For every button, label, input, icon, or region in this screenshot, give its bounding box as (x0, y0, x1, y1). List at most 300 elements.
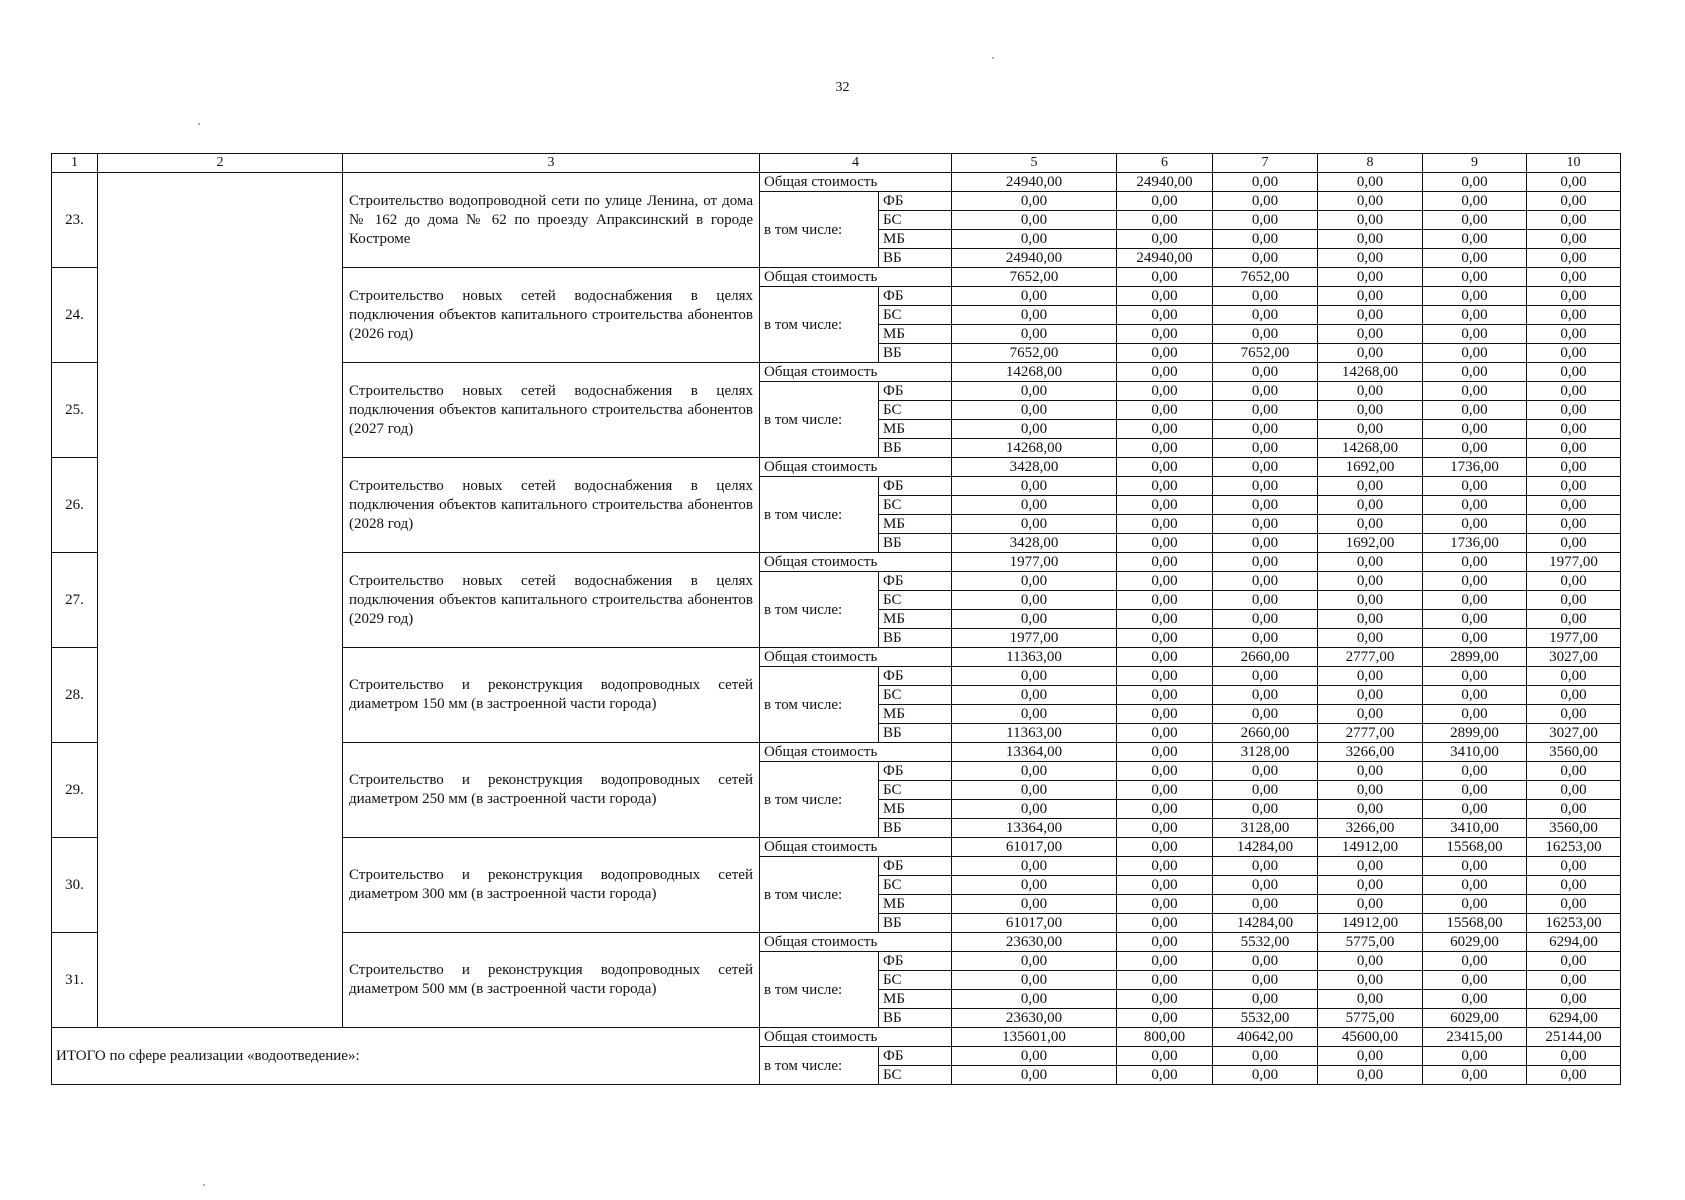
value-cell: 6029,00 (1423, 1009, 1527, 1028)
value-cell: 5775,00 (1318, 1009, 1423, 1028)
value-cell: 0,00 (1117, 382, 1213, 401)
fund-code: ФБ (879, 952, 952, 971)
value-cell: 0,00 (1318, 401, 1423, 420)
value-cell: 0,00 (1527, 173, 1621, 192)
value-cell: 0,00 (1213, 534, 1318, 553)
value-cell: 0,00 (1213, 382, 1318, 401)
value-cell: 0,00 (1117, 762, 1213, 781)
value-cell: 0,00 (1527, 439, 1621, 458)
value-cell: 0,00 (1318, 420, 1423, 439)
value-cell: 1977,00 (1527, 629, 1621, 648)
value-cell: 0,00 (1423, 401, 1527, 420)
value-cell: 0,00 (952, 781, 1117, 800)
column-header: 7 (1213, 154, 1318, 173)
value-cell: 0,00 (952, 895, 1117, 914)
fund-code: ВБ (879, 439, 952, 458)
value-cell: 0,00 (1213, 990, 1318, 1009)
value-cell: 0,00 (1213, 857, 1318, 876)
value-cell: 0,00 (1318, 325, 1423, 344)
value-cell: 0,00 (1213, 363, 1318, 382)
value-cell: 0,00 (952, 306, 1117, 325)
value-cell: 0,00 (1527, 705, 1621, 724)
value-cell: 7652,00 (952, 268, 1117, 287)
value-cell: 0,00 (1527, 1047, 1621, 1066)
value-cell: 0,00 (1213, 439, 1318, 458)
value-cell: 0,00 (1213, 496, 1318, 515)
value-cell: 0,00 (1117, 838, 1213, 857)
value-cell: 0,00 (1527, 192, 1621, 211)
value-cell: 0,00 (1423, 306, 1527, 325)
value-cell: 16253,00 (1527, 914, 1621, 933)
value-cell: 0,00 (1117, 591, 1213, 610)
value-cell: 0,00 (1117, 667, 1213, 686)
empty-column-cell (98, 173, 343, 1028)
value-cell: 0,00 (1318, 192, 1423, 211)
value-cell: 3560,00 (1527, 743, 1621, 762)
including-label: в том числе: (760, 857, 879, 933)
value-cell: 0,00 (952, 287, 1117, 306)
value-cell: 0,00 (1318, 230, 1423, 249)
fund-code: МБ (879, 420, 952, 439)
value-cell: 0,00 (1318, 705, 1423, 724)
value-cell: 0,00 (1117, 325, 1213, 344)
value-cell: 3560,00 (1527, 819, 1621, 838)
summary-total-row (52, 1028, 1621, 1047)
value-cell: 0,00 (952, 591, 1117, 610)
value-cell: 0,00 (1117, 914, 1213, 933)
value-cell: 0,00 (1423, 610, 1527, 629)
total-cost-label: Общая стоимость (760, 553, 952, 572)
value-cell: 0,00 (1117, 857, 1213, 876)
value-cell: 40642,00 (1213, 1028, 1318, 1047)
value-cell: 0,00 (952, 857, 1117, 876)
value-cell: 0,00 (1318, 515, 1423, 534)
value-cell: 0,00 (1527, 344, 1621, 363)
value-cell: 0,00 (1318, 800, 1423, 819)
value-cell: 3428,00 (952, 458, 1117, 477)
value-cell: 3027,00 (1527, 648, 1621, 667)
value-cell: 1692,00 (1318, 534, 1423, 553)
value-cell: 0,00 (1117, 439, 1213, 458)
value-cell: 0,00 (1117, 192, 1213, 211)
value-cell: 14268,00 (952, 363, 1117, 382)
value-cell: 0,00 (1423, 287, 1527, 306)
value-cell: 0,00 (1318, 553, 1423, 572)
value-cell: 0,00 (1527, 800, 1621, 819)
value-cell: 0,00 (1318, 287, 1423, 306)
fund-code: ФБ (879, 762, 952, 781)
value-cell: 0,00 (1318, 762, 1423, 781)
value-cell: 0,00 (1117, 477, 1213, 496)
value-cell: 0,00 (952, 211, 1117, 230)
summary-label: ИТОГО по сфере реализации «водоотведение»: (52, 1028, 760, 1085)
value-cell: 0,00 (1423, 496, 1527, 515)
value-cell: 0,00 (1527, 572, 1621, 591)
value-cell: 0,00 (1318, 667, 1423, 686)
value-cell: 24940,00 (952, 173, 1117, 192)
value-cell: 0,00 (952, 762, 1117, 781)
value-cell: 0,00 (1318, 268, 1423, 287)
value-cell: 0,00 (1213, 895, 1318, 914)
value-cell: 0,00 (1117, 705, 1213, 724)
row-number: 23. (52, 173, 98, 268)
value-cell: 0,00 (1527, 382, 1621, 401)
value-cell: 1736,00 (1423, 534, 1527, 553)
value-cell: 0,00 (1527, 458, 1621, 477)
column-header: 9 (1423, 154, 1527, 173)
value-cell: 0,00 (1423, 1066, 1527, 1085)
value-cell: 0,00 (952, 420, 1117, 439)
value-cell: 6029,00 (1423, 933, 1527, 952)
row-number: 29. (52, 743, 98, 838)
value-cell: 0,00 (952, 990, 1117, 1009)
value-cell: 0,00 (952, 800, 1117, 819)
project-description: Строительство водопроводной сети по улице Ленина, от дома № 162 до дома № 62 по проезду Апраксинский в городе Костроме (343, 173, 760, 268)
value-cell: 0,00 (952, 952, 1117, 971)
value-cell: 0,00 (1117, 553, 1213, 572)
value-cell: 0,00 (1213, 591, 1318, 610)
value-cell: 3266,00 (1318, 743, 1423, 762)
value-cell: 0,00 (1117, 952, 1213, 971)
value-cell: 0,00 (1527, 306, 1621, 325)
value-cell: 7652,00 (1213, 344, 1318, 363)
fund-code: ФБ (879, 192, 952, 211)
value-cell: 0,00 (1117, 990, 1213, 1009)
value-cell: 0,00 (1117, 1009, 1213, 1028)
value-cell: 0,00 (1423, 477, 1527, 496)
row-number: 30. (52, 838, 98, 933)
column-header: 1 (52, 154, 98, 173)
value-cell: 15568,00 (1423, 914, 1527, 933)
value-cell: 0,00 (1213, 401, 1318, 420)
value-cell: 0,00 (1527, 971, 1621, 990)
fund-code: ВБ (879, 1009, 952, 1028)
value-cell: 0,00 (1117, 743, 1213, 762)
row-number: 26. (52, 458, 98, 553)
value-cell: 0,00 (1527, 895, 1621, 914)
value-cell: 3266,00 (1318, 819, 1423, 838)
column-header: 2 (98, 154, 343, 173)
fund-code: МБ (879, 610, 952, 629)
total-cost-label: Общая стоимость (760, 268, 952, 287)
value-cell: 0,00 (1117, 800, 1213, 819)
value-cell: 0,00 (1527, 211, 1621, 230)
value-cell: 0,00 (1213, 477, 1318, 496)
fund-code: ВБ (879, 629, 952, 648)
value-cell: 0,00 (952, 382, 1117, 401)
project-description: Строительство новых сетей водоснабжения в целях подключения объектов капитального строительства абонентов (2028 год) (343, 458, 760, 553)
project-description: Строительство и реконструкция водопроводных сетей диаметром 250 мм (в застроенной части города) (343, 743, 760, 838)
value-cell: 6294,00 (1527, 1009, 1621, 1028)
value-cell: 16253,00 (1527, 838, 1621, 857)
value-cell: 0,00 (1318, 572, 1423, 591)
scan-speck (203, 1184, 205, 1186)
value-cell: 0,00 (1318, 382, 1423, 401)
value-cell: 0,00 (1527, 496, 1621, 515)
value-cell: 25144,00 (1527, 1028, 1621, 1047)
value-cell: 0,00 (1117, 724, 1213, 743)
value-cell: 0,00 (1423, 781, 1527, 800)
value-cell: 61017,00 (952, 914, 1117, 933)
value-cell: 0,00 (1117, 876, 1213, 895)
value-cell: 0,00 (1423, 572, 1527, 591)
row-number: 31. (52, 933, 98, 1028)
value-cell: 0,00 (1318, 857, 1423, 876)
value-cell: 0,00 (1527, 591, 1621, 610)
value-cell: 0,00 (1117, 572, 1213, 591)
value-cell: 0,00 (1527, 230, 1621, 249)
value-cell: 0,00 (1117, 895, 1213, 914)
value-cell: 0,00 (1117, 1047, 1213, 1066)
total-cost-label: Общая стоимость (760, 743, 952, 762)
value-cell: 0,00 (1423, 800, 1527, 819)
value-cell: 0,00 (1117, 629, 1213, 648)
value-cell: 0,00 (1117, 401, 1213, 420)
value-cell: 0,00 (1423, 876, 1527, 895)
including-label: в том числе: (760, 287, 879, 363)
investment-table (51, 153, 1621, 1085)
value-cell: 135601,00 (952, 1028, 1117, 1047)
value-cell: 0,00 (1318, 249, 1423, 268)
fund-code: БС (879, 591, 952, 610)
value-cell: 0,00 (1318, 876, 1423, 895)
value-cell: 0,00 (1423, 1047, 1527, 1066)
value-cell: 7652,00 (952, 344, 1117, 363)
value-cell: 0,00 (1213, 876, 1318, 895)
row-number: 28. (52, 648, 98, 743)
page-number: 32 (835, 80, 850, 95)
value-cell: 0,00 (952, 686, 1117, 705)
value-cell: 0,00 (1527, 401, 1621, 420)
scan-speck (198, 123, 200, 125)
value-cell: 0,00 (1423, 591, 1527, 610)
value-cell: 0,00 (952, 401, 1117, 420)
value-cell: 13364,00 (952, 819, 1117, 838)
project-description: Строительство и реконструкция водопроводных сетей диаметром 300 мм (в застроенной части города) (343, 838, 760, 933)
value-cell: 0,00 (1213, 1047, 1318, 1066)
value-cell: 0,00 (1318, 211, 1423, 230)
value-cell: 0,00 (1117, 363, 1213, 382)
value-cell: 3410,00 (1423, 819, 1527, 838)
value-cell: 0,00 (952, 610, 1117, 629)
value-cell: 0,00 (1318, 781, 1423, 800)
value-cell: 0,00 (1213, 971, 1318, 990)
value-cell: 0,00 (1527, 857, 1621, 876)
value-cell: 14284,00 (1213, 838, 1318, 857)
value-cell: 0,00 (952, 1066, 1117, 1085)
scan-speck (992, 57, 994, 59)
value-cell: 24940,00 (1117, 249, 1213, 268)
value-cell: 0,00 (1423, 211, 1527, 230)
fund-code: ФБ (879, 857, 952, 876)
value-cell: 1692,00 (1318, 458, 1423, 477)
row-number: 25. (52, 363, 98, 458)
value-cell: 11363,00 (952, 648, 1117, 667)
value-cell: 0,00 (1213, 667, 1318, 686)
value-cell: 0,00 (1213, 249, 1318, 268)
value-cell: 0,00 (1527, 363, 1621, 382)
value-cell: 0,00 (1527, 515, 1621, 534)
value-cell: 0,00 (1423, 705, 1527, 724)
value-cell: 0,00 (1527, 534, 1621, 553)
including-label: в том числе: (760, 667, 879, 743)
value-cell: 0,00 (1318, 496, 1423, 515)
value-cell: 0,00 (952, 477, 1117, 496)
fund-code: ФБ (879, 382, 952, 401)
value-cell: 0,00 (1423, 629, 1527, 648)
including-label: в том числе: (760, 382, 879, 458)
value-cell: 0,00 (1423, 762, 1527, 781)
value-cell: 2899,00 (1423, 724, 1527, 743)
column-header: 5 (952, 154, 1117, 173)
value-cell: 14268,00 (952, 439, 1117, 458)
value-cell: 0,00 (1318, 686, 1423, 705)
value-cell: 14912,00 (1318, 914, 1423, 933)
value-cell: 0,00 (1318, 629, 1423, 648)
value-cell: 0,00 (1213, 629, 1318, 648)
value-cell: 5775,00 (1318, 933, 1423, 952)
value-cell: 0,00 (952, 572, 1117, 591)
value-cell: 0,00 (1117, 610, 1213, 629)
fund-code: МБ (879, 895, 952, 914)
value-cell: 0,00 (1213, 610, 1318, 629)
project-description: Строительство и реконструкция водопроводных сетей диаметром 500 мм (в застроенной части города) (343, 933, 760, 1028)
value-cell: 0,00 (1527, 762, 1621, 781)
value-cell: 0,00 (1213, 173, 1318, 192)
value-cell: 0,00 (1527, 420, 1621, 439)
value-cell: 0,00 (1423, 857, 1527, 876)
value-cell: 0,00 (1423, 439, 1527, 458)
fund-code: ФБ (879, 1047, 952, 1066)
value-cell: 1977,00 (952, 629, 1117, 648)
value-cell: 0,00 (1423, 249, 1527, 268)
value-cell: 0,00 (1318, 344, 1423, 363)
value-cell: 0,00 (1318, 306, 1423, 325)
fund-code: МБ (879, 800, 952, 819)
value-cell: 0,00 (1423, 382, 1527, 401)
value-cell: 0,00 (1117, 287, 1213, 306)
value-cell: 6294,00 (1527, 933, 1621, 952)
value-cell: 0,00 (1423, 971, 1527, 990)
value-cell: 0,00 (1213, 572, 1318, 591)
value-cell: 0,00 (1213, 781, 1318, 800)
value-cell: 0,00 (1117, 971, 1213, 990)
project-description: Строительство и реконструкция водопроводных сетей диаметром 150 мм (в застроенной части города) (343, 648, 760, 743)
fund-code: ВБ (879, 819, 952, 838)
value-cell: 0,00 (1527, 249, 1621, 268)
column-header: 10 (1527, 154, 1621, 173)
value-cell: 0,00 (1213, 1066, 1318, 1085)
column-header: 4 (760, 154, 952, 173)
row-number: 27. (52, 553, 98, 648)
including-label: в том числе: (760, 762, 879, 838)
value-cell: 2660,00 (1213, 724, 1318, 743)
fund-code: БС (879, 496, 952, 515)
value-cell: 0,00 (1527, 686, 1621, 705)
value-cell: 0,00 (1423, 363, 1527, 382)
fund-code: БС (879, 781, 952, 800)
fund-code: ФБ (879, 287, 952, 306)
value-cell: 1736,00 (1423, 458, 1527, 477)
value-cell: 0,00 (1213, 287, 1318, 306)
value-cell: 0,00 (1213, 515, 1318, 534)
value-cell: 0,00 (1117, 686, 1213, 705)
value-cell: 0,00 (1117, 515, 1213, 534)
value-cell: 5532,00 (1213, 1009, 1318, 1028)
value-cell: 0,00 (1213, 306, 1318, 325)
value-cell: 0,00 (952, 705, 1117, 724)
value-cell: 0,00 (1423, 515, 1527, 534)
value-cell: 0,00 (1318, 952, 1423, 971)
value-cell: 0,00 (952, 496, 1117, 515)
value-cell: 14268,00 (1318, 363, 1423, 382)
value-cell: 0,00 (1423, 192, 1527, 211)
fund-code: ФБ (879, 572, 952, 591)
total-cost-label: Общая стоимость (760, 838, 952, 857)
value-cell: 5532,00 (1213, 933, 1318, 952)
value-cell: 2899,00 (1423, 648, 1527, 667)
value-cell: 0,00 (1423, 952, 1527, 971)
value-cell: 0,00 (1213, 230, 1318, 249)
total-cost-label: Общая стоимость (760, 1028, 952, 1047)
value-cell: 0,00 (1318, 610, 1423, 629)
fund-code: МБ (879, 230, 952, 249)
total-cost-label: Общая стоимость (760, 933, 952, 952)
project-description: Строительство новых сетей водоснабжения в целях подключения объектов капитального строительства абонентов (2027 год) (343, 363, 760, 458)
fund-code: БС (879, 686, 952, 705)
value-cell: 0,00 (1318, 591, 1423, 610)
value-cell: 0,00 (1318, 971, 1423, 990)
value-cell: 0,00 (1318, 173, 1423, 192)
value-cell: 1977,00 (1527, 553, 1621, 572)
value-cell: 0,00 (952, 667, 1117, 686)
value-cell: 0,00 (1527, 610, 1621, 629)
including-label: в том числе: (760, 572, 879, 648)
value-cell: 15568,00 (1423, 838, 1527, 857)
value-cell: 0,00 (1423, 686, 1527, 705)
value-cell: 0,00 (1527, 268, 1621, 287)
value-cell: 0,00 (1117, 534, 1213, 553)
fund-code: МБ (879, 990, 952, 1009)
fund-code: ВБ (879, 724, 952, 743)
value-cell: 14284,00 (1213, 914, 1318, 933)
row-number: 24. (52, 268, 98, 363)
value-cell: 0,00 (1423, 667, 1527, 686)
column-header: 8 (1318, 154, 1423, 173)
value-cell: 11363,00 (952, 724, 1117, 743)
value-cell: 3027,00 (1527, 724, 1621, 743)
value-cell: 0,00 (952, 876, 1117, 895)
value-cell: 0,00 (1423, 173, 1527, 192)
value-cell: 0,00 (1117, 268, 1213, 287)
value-cell: 0,00 (1117, 420, 1213, 439)
value-cell: 0,00 (1213, 211, 1318, 230)
fund-code: БС (879, 211, 952, 230)
project-description: Строительство новых сетей водоснабжения в целях подключения объектов капитального строительства абонентов (2026 год) (343, 268, 760, 363)
value-cell: 3128,00 (1213, 743, 1318, 762)
fund-code: БС (879, 1066, 952, 1085)
value-cell: 45600,00 (1318, 1028, 1423, 1047)
value-cell: 0,00 (1213, 800, 1318, 819)
fund-code: БС (879, 971, 952, 990)
value-cell: 3428,00 (952, 534, 1117, 553)
fund-code: БС (879, 401, 952, 420)
fund-code: ВБ (879, 249, 952, 268)
value-cell: 0,00 (1213, 686, 1318, 705)
value-cell: 23630,00 (952, 1009, 1117, 1028)
value-cell: 0,00 (1527, 1066, 1621, 1085)
value-cell: 0,00 (1213, 325, 1318, 344)
